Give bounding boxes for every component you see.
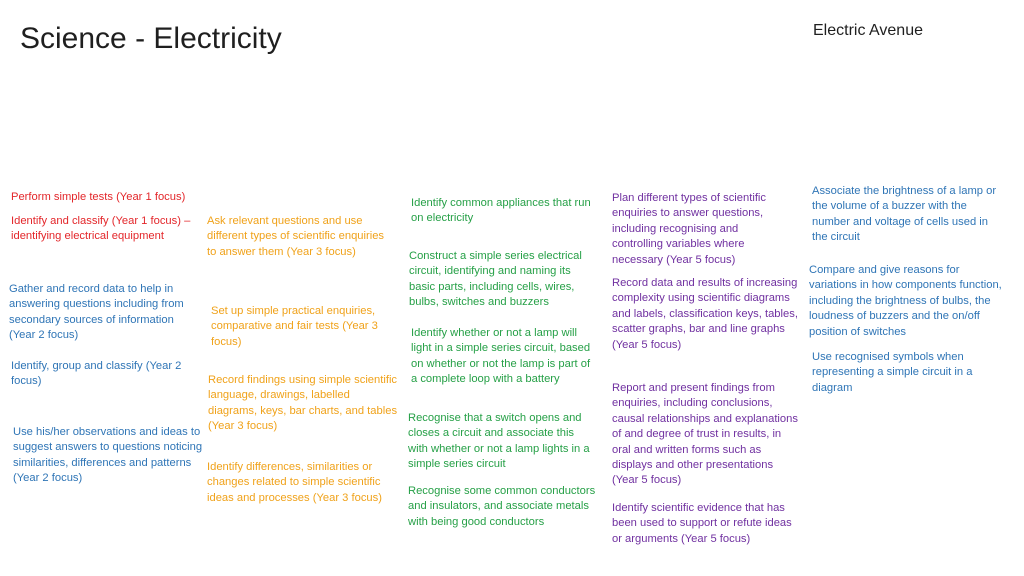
objective-practical-enquiries: Set up simple practical enquiries, comparative and fair tests (Year 3 focus) [211, 305, 378, 348]
objective-switch-circuit: Recognise that a switch opens and closes a circuit and associate this with whether or not a lamp lights in a simple series circuit [408, 412, 590, 471]
objective-compare-variations: Compare and give reasons for variations in how components function, including the brightness of bulbs, the loudness of buzzers and the on/off position of switches [809, 264, 1002, 338]
objective-ask-questions: Ask relevant questions and use different types of scientific enquiries to answer them (Year 3 focus) [207, 215, 385, 258]
objective-scientific-evidence: Identify scientific evidence that has been used to support or refute ideas or arguments (Year 5 focus) [612, 502, 792, 545]
objective-plan-enquiries: Plan different types of scientific enquiries to answer questions, including recognising and controlling variables where necessary (Year 5 focus) [612, 192, 767, 266]
objective-construct-circuit: Construct a simple series electrical circuit, identifying and naming its basic parts, including cells, wires, bulbs, switches and buzzers [409, 250, 582, 309]
objective-brightness-volume: Associate the brightness of a lamp or the volume of a buzzer with the number and voltage of cells used in the circuit [812, 185, 997, 244]
page-title: Science - Electricity [20, 22, 282, 55]
objective-identify-differences: Identify differences, similarities or changes related to simple scientific ideas and processes (Year 3 focus) [207, 461, 382, 504]
objective-report-findings: Report and present findings from enquiries, including conclusions, causal relationships and explanations of and degree of trust in results, in oral and written forms such as displays and other presentations (Year 5 focus) [612, 382, 798, 487]
objective-circuit-symbols: Use recognised symbols when representing a simple circuit in a diagram [812, 351, 973, 394]
page-subtitle: Electric Avenue [813, 22, 923, 39]
objective-observations-ideas: Use his/her observations and ideas to suggest answers to questions noticing similarities, differences and patterns (Year 2 focus) [13, 426, 203, 485]
objective-gather-record-data: Gather and record data to help in answering questions including from secondary sources of information (Year 2 focus) [9, 283, 184, 342]
objective-lamp-light: Identify whether or not a lamp will light in a simple series circuit, based on whether or not the lamp is part of a complete loop with a battery [411, 327, 591, 386]
objective-conductors-insulators: Recognise some common conductors and insulators, and associate metals with being good conductors [408, 485, 596, 528]
objective-record-findings: Record findings using simple scientific language, drawings, labelled diagrams, keys, bar charts, and tables (Year 3 focus) [208, 374, 398, 433]
objective-identify-group-classify-y2: Identify, group and classify (Year 2 focus) [11, 360, 182, 388]
objective-record-data-results: Record data and results of increasing complexity using scientific diagrams and labels, classification keys, tables, scatter graphs, bar and line graphs (Year 5 focus) [612, 277, 798, 351]
objective-perform-simple-tests: Perform simple tests (Year 1 focus) [11, 191, 186, 203]
objective-common-appliances: Identify common appliances that run on electricity [411, 197, 591, 225]
objective-identify-classify-y1: Identify and classify (Year 1 focus) – identifying electrical equipment [11, 215, 191, 243]
